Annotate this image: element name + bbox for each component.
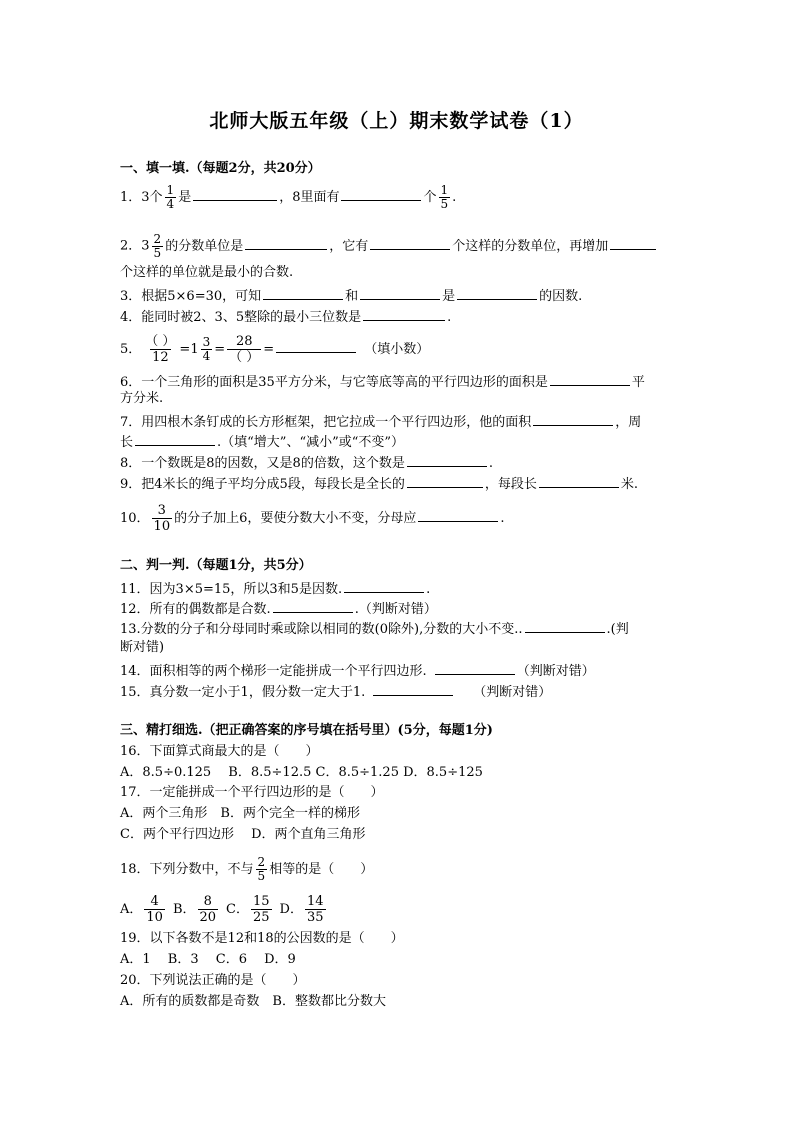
question-7: 7．用四根木条钉成的长方形框架，把它拉成一个平行四边形，他的面积 ，周 — [120, 411, 683, 432]
answer-blank[interactable] — [435, 660, 515, 675]
question-18-options: A． $\frac{4}{10}$ B． $\frac{8}{20}$ C． $\frac{15}{25}$ D． $\frac{14}{35}$ — [120, 894, 324, 925]
fraction: $\frac{28}{( )}$ — [229, 334, 260, 365]
question-19: 19．以下各数不是12和18的公因数的是（ ） — [120, 931, 404, 946]
question-20-options: A．所有的质数都是奇数 B．整数都比分数大 — [120, 994, 386, 1009]
fraction: $\frac{( )}{12}$ — [145, 334, 176, 365]
question-2-continued: 个这样的单位就是最小的合数. — [120, 265, 294, 280]
answer-blank[interactable] — [193, 186, 277, 201]
question-6-continued: 方分米. — [120, 391, 164, 406]
fraction: $\frac{2}{5}$ — [257, 855, 266, 883]
answer-blank[interactable] — [344, 578, 424, 593]
section-1-heading: 一、填一填.（每题2分，共20分） — [120, 161, 321, 176]
fraction: $\frac{2}{5}$ — [153, 232, 162, 260]
answer-blank[interactable] — [533, 411, 613, 426]
question-14: 14．面积相等的两个梯形一定能拼成一个平行四边形. （判断对错） — [120, 660, 683, 681]
question-20: 20．下列说法正确的是（ ） — [120, 973, 306, 988]
question-19-options: A．1 B．3 C．6 D．9 — [120, 952, 296, 967]
answer-blank[interactable] — [273, 598, 353, 613]
answer-blank[interactable] — [373, 681, 453, 696]
answer-blank[interactable] — [407, 473, 483, 488]
answer-blank[interactable] — [418, 507, 498, 522]
answer-blank[interactable] — [135, 431, 215, 446]
answer-blank[interactable] — [341, 186, 421, 201]
question-17-options-row-2: C．两个平行四边形 D．两个直角三角形 — [120, 827, 366, 842]
option-b-fraction: $\frac{8}{20}$ — [199, 894, 217, 925]
fraction: $\frac{1}{5}$ — [440, 183, 449, 211]
answer-blank[interactable] — [370, 235, 450, 250]
answer-blank[interactable] — [610, 235, 656, 250]
answer-blank[interactable] — [539, 473, 619, 488]
question-17-options-row-1: A．两个三角形 B．两个完全一样的梯形 — [120, 806, 360, 821]
question-5: 5． $\frac{( )}{12}$ =1 $\frac{3}{4}$ = $\frac{28}{( )}$ = （填小数） — [120, 334, 430, 365]
section-2-heading: 二、判一判.（每题1分，共5分） — [120, 558, 312, 573]
fraction: $\frac{3}{4}$ — [202, 335, 211, 363]
answer-blank[interactable] — [276, 338, 356, 353]
answer-blank[interactable] — [457, 285, 537, 300]
option-a-fraction: $\frac{4}{10}$ — [146, 894, 163, 925]
section-3-heading: 三、精打细选.（把正确答案的序号填在括号里）(5分，每题1分) — [120, 723, 493, 738]
option-c-fraction: $\frac{15}{25}$ — [253, 894, 270, 925]
question-10: 10． $\frac{3}{10}$ 的分子加上6，要使分数大小不变，分母应 . — [120, 503, 505, 534]
answer-blank[interactable] — [550, 371, 630, 386]
question-16-options: A．8.5÷0.125 B．8.5÷12.5 C．8.5÷1.25 D．8.5÷125 — [120, 765, 483, 780]
question-13: 13.分数的分子和分母同时乘或除以相同的数(0除外),分数的大小不变.. .(判 — [120, 618, 683, 639]
question-16: 16．下面算式商最大的是（ ） — [120, 744, 319, 759]
question-4: 4．能同时被2、3、5整除的最小三位数是 . — [120, 306, 683, 327]
answer-blank[interactable] — [525, 618, 605, 633]
question-6: 6．一个三角形的面积是35平方分米，与它等底等高的平行四边形的面积是 平 — [120, 371, 683, 392]
question-9: 9．把4米长的绳子平均分成5段，每段长是全长的 ，每段长 米. — [120, 473, 683, 494]
question-2: 2．3 $\frac{2}{5}$ 的分数单位是 ，它有 个这样的分数单位，再增加 — [120, 233, 683, 260]
answer-blank[interactable] — [360, 285, 440, 300]
answer-blank[interactable] — [245, 235, 327, 250]
question-18: 18．下列分数中，不与 $\frac{2}{5}$ 相等的是（ ） — [120, 855, 374, 883]
page-title: 北师大版五年级（上）期末数学试卷（1） — [209, 110, 584, 132]
question-11: 11．因为3×5=15，所以3和5是因数. . — [120, 578, 683, 599]
question-8: 8．一个数既是8的因数，又是8的倍数，这个数是 . — [120, 452, 683, 473]
question-1: 1．3个 $\frac{1}{4}$ 是 ，8里面有 个 $\frac{1}{5}$ . — [120, 183, 457, 211]
question-13-continued: 断对错) — [120, 640, 165, 655]
question-15: 15．真分数一定小于1，假分数一定大于1. （判断对错） — [120, 681, 683, 702]
answer-blank[interactable] — [363, 306, 445, 321]
answer-blank[interactable] — [407, 452, 487, 467]
answer-blank[interactable] — [263, 285, 343, 300]
question-12: 12．所有的偶数都是合数. .（判断对错） — [120, 598, 683, 619]
question-7-continued: 长 .（填“增大”、“减小”或“不变”） — [120, 431, 683, 452]
question-3: 3．根据5×6=30，可知 和 是 的因数. — [120, 285, 683, 306]
fraction: $\frac{3}{10}$ — [153, 503, 171, 534]
fraction: $\frac{1}{4}$ — [166, 183, 175, 211]
question-17: 17．一定能拼成一个平行四边形的是（ ） — [120, 785, 384, 800]
option-d-fraction: $\frac{14}{35}$ — [306, 894, 324, 925]
